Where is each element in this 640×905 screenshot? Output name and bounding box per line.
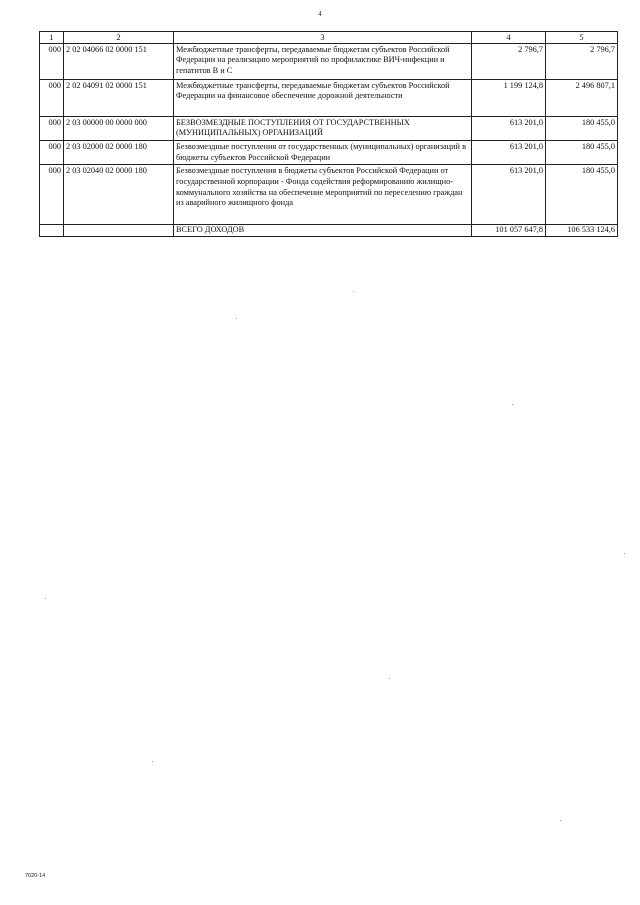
- revenue-name-cell: Межбюджетные трансферты, передаваемые бюджетам субъектов Российской Федерации на реализацию мероприятий по профилактике ВИЧ-инфекции и гепатитов B и C: [174, 43, 472, 79]
- admin-code-cell: 000: [40, 43, 64, 79]
- total-row: [40, 225, 618, 237]
- value-col-4: 2 796,7: [472, 43, 546, 79]
- scan-speck: [624, 553, 625, 554]
- total-label: ВСЕГО ДОХОДОВ: [174, 225, 472, 237]
- value-col-4: 613 201,0: [472, 165, 546, 225]
- revenue-name-cell: Безвозмездные поступления в бюджеты субъектов Российской Федерации от государственной корпорации - Фонда содействия реформированию жилищно-коммунального хозяйства на обеспечение мероприятий по переселению граждан из аварийного жилищного фонда: [174, 165, 472, 225]
- value-col-5: 180 455,0: [546, 141, 618, 165]
- table-row: [40, 79, 618, 116]
- scan-speck: [353, 291, 354, 292]
- budget-code-cell: 2 03 02040 02 0000 180: [64, 165, 174, 225]
- value-col-4: 613 201,0: [472, 141, 546, 165]
- value-col-5: 2 496 807,1: [546, 79, 618, 116]
- table-row: [40, 116, 618, 140]
- value-col-4: 613 201,0: [472, 116, 546, 140]
- scan-speck: [236, 318, 237, 319]
- admin-code-cell: 000: [40, 141, 64, 165]
- table-row: [40, 141, 618, 165]
- revenue-name-cell: Безвозмездные поступления от государственных (муниципальных) организаций в бюджеты субъектов Российской Федерации: [174, 141, 472, 165]
- budget-code-cell: 2 03 00000 00 0000 000: [64, 116, 174, 140]
- column-header-1: 1: [40, 32, 64, 44]
- column-header-2: 2: [64, 32, 174, 44]
- scan-speck: [152, 761, 153, 762]
- page-number: 4: [318, 10, 322, 18]
- budget-code-cell: 2 03 02000 02 0000 180: [64, 141, 174, 165]
- total-value-col-5: 106 533 124,6: [546, 225, 618, 237]
- value-col-4: 1 199 124,8: [472, 79, 546, 116]
- scan-speck: [560, 820, 561, 821]
- revenue-name-cell: Межбюджетные трансферты, передаваемые бюджетам субъектов Российской Федерации на финансовое обеспечение дорожной деятельности: [174, 79, 472, 116]
- scan-speck: [389, 678, 390, 679]
- admin-code-cell: 000: [40, 116, 64, 140]
- value-col-5: 180 455,0: [546, 116, 618, 140]
- table-row: [40, 165, 618, 225]
- value-col-5: 2 796,7: [546, 43, 618, 79]
- column-header-5: 5: [546, 32, 618, 44]
- total-empty-cell: [40, 225, 64, 237]
- revenue-name-cell: БЕЗВОЗМЕЗДНЫЕ ПОСТУПЛЕНИЯ ОТ ГОСУДАРСТВЕННЫХ (МУНИЦИПАЛЬНЫХ) ОРГАНИЗАЦИЙ: [174, 116, 472, 140]
- column-header-4: 4: [472, 32, 546, 44]
- revenue-table: [39, 31, 618, 237]
- scan-speck: [45, 598, 46, 599]
- admin-code-cell: 000: [40, 79, 64, 116]
- table-row: [40, 43, 618, 79]
- column-header-3: 3: [174, 32, 472, 44]
- footer-code: 7020-14: [25, 873, 46, 879]
- scan-speck: [512, 404, 513, 405]
- total-empty-cell: [64, 225, 174, 237]
- budget-code-cell: 2 02 04066 02 0000 151: [64, 43, 174, 79]
- table-header-row: [40, 32, 618, 44]
- admin-code-cell: 000: [40, 165, 64, 225]
- total-value-col-4: 101 057 647,8: [472, 225, 546, 237]
- value-col-5: 180 455,0: [546, 165, 618, 225]
- budget-code-cell: 2 02 04091 02 0000 151: [64, 79, 174, 116]
